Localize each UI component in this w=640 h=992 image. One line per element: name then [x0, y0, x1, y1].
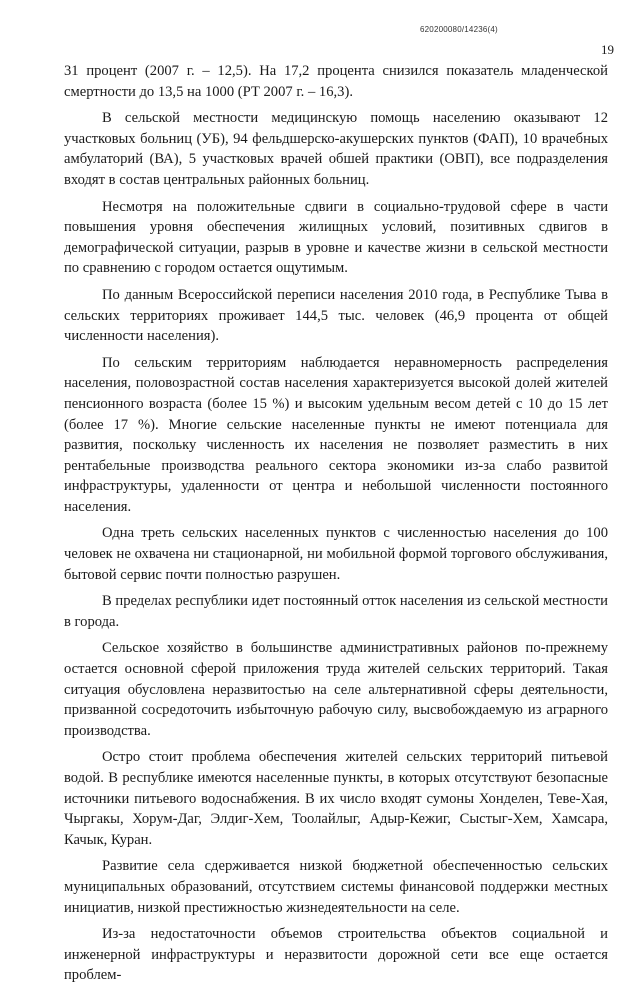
paragraph-drinking-water: Остро стоит проблема обеспечения жителей сельских территорий питьевой водой. В республике имеются населенные пункты, в которых отсутствуют безопасные источники питьевого водоснабжения. В их число входят сумоны Хонделен, Теве-Хая, Чыргакы, Хорум-Даг, Элдиг-Хем, Тоолайлыг, Адыр-Кежиг, Сыстыг-Хем, Хамсара, Качык, Куран. — [64, 749, 608, 848]
paragraph-outflow: В пределах республики идет постоянный отток населения из сельской местности в города. — [64, 593, 608, 630]
document-id: 620200080/14236(4) — [420, 25, 498, 34]
paragraph-census-2010: По данным Всероссийской переписи населения 2010 года, в Республике Тыва в сельских территориях проживает 144,5 тыс. человек (46,9 процента от общей численности населения). — [64, 286, 608, 345]
document-body — [64, 61, 608, 992]
paragraph-infrastructure: Из-за недостаточности объемов строительства объектов социальной и инженерной инфраструктуры и неразвитости дорожной сети все еще остается проблем- — [64, 926, 608, 984]
paragraph-continuation: 31 процент (2007 г. – 12,5). На 17,2 процента снизился показатель младенческой смертности до 13,5 на 1000 (РТ 2007 г. – 16,3). — [64, 63, 608, 100]
paragraph-population-distribution: По сельским территориям наблюдается неравномерность распределения населения, половозрастной состав населения характеризуется высокой долей жителей пенсионного возраста (более 15 %) и высоким удельным весом детей с 10 до 15 лет (более 17 %). Многие сельские населенные пункты не имеют потенциала для развития, поскольку численность их населения не позволяет разместить в них рентабельные производства реального сектора экономики из-за слабо развитой инфраструктуры, удаленности от центра и небольшой численности постоянного населения. — [64, 354, 608, 515]
page-number: 19 — [601, 42, 614, 57]
paragraph-rural-healthcare: В сельской местности медицинскую помощь населению оказывают 12 участковых больниц (УБ), 94 фельдшерско-акушерских пунктов (ФАП), 10 врачебных амбулаторий (ВА), 5 участковых врачей обшей практики (ОВП), все подразделения входят в состав центральных районных больниц. — [64, 110, 608, 188]
paragraph-budget: Развитие села сдерживается низкой бюджетной обеспеченностью сельских муниципальных образований, отсутствием системы финансовой поддержки местных инициатив, низкой престижностью жизнедеятельности на селе. — [64, 858, 608, 916]
paragraph-trade-services: Одна треть сельских населенных пунктов с численностью населения до 100 человек не охвачена ни стационарной, ни мобильной формой торгового обслуживания, бытовой сервис почти полностью разрушен. — [64, 525, 608, 583]
paragraph-living-standards-gap: Несмотря на положительные сдвиги в социально-трудовой сфере в части повышения уровня обеспечения жилищных условий, позитивных сдвигов в демографической ситуации, разрыв в уровне и качестве жизни в сельской местности по сравнению с городом остается ощутимым. — [64, 198, 608, 277]
paragraph-agriculture: Сельское хозяйство в большинстве административных районов по-прежнему остается основной сферой приложения труда жителей сельских территорий. Такая ситуация обусловлена неразвитостью на селе альтернативной сферы деятельности, призванной сосредоточить избыточную рабочую силу, высвобождаемую из аграрного производства. — [64, 640, 608, 739]
